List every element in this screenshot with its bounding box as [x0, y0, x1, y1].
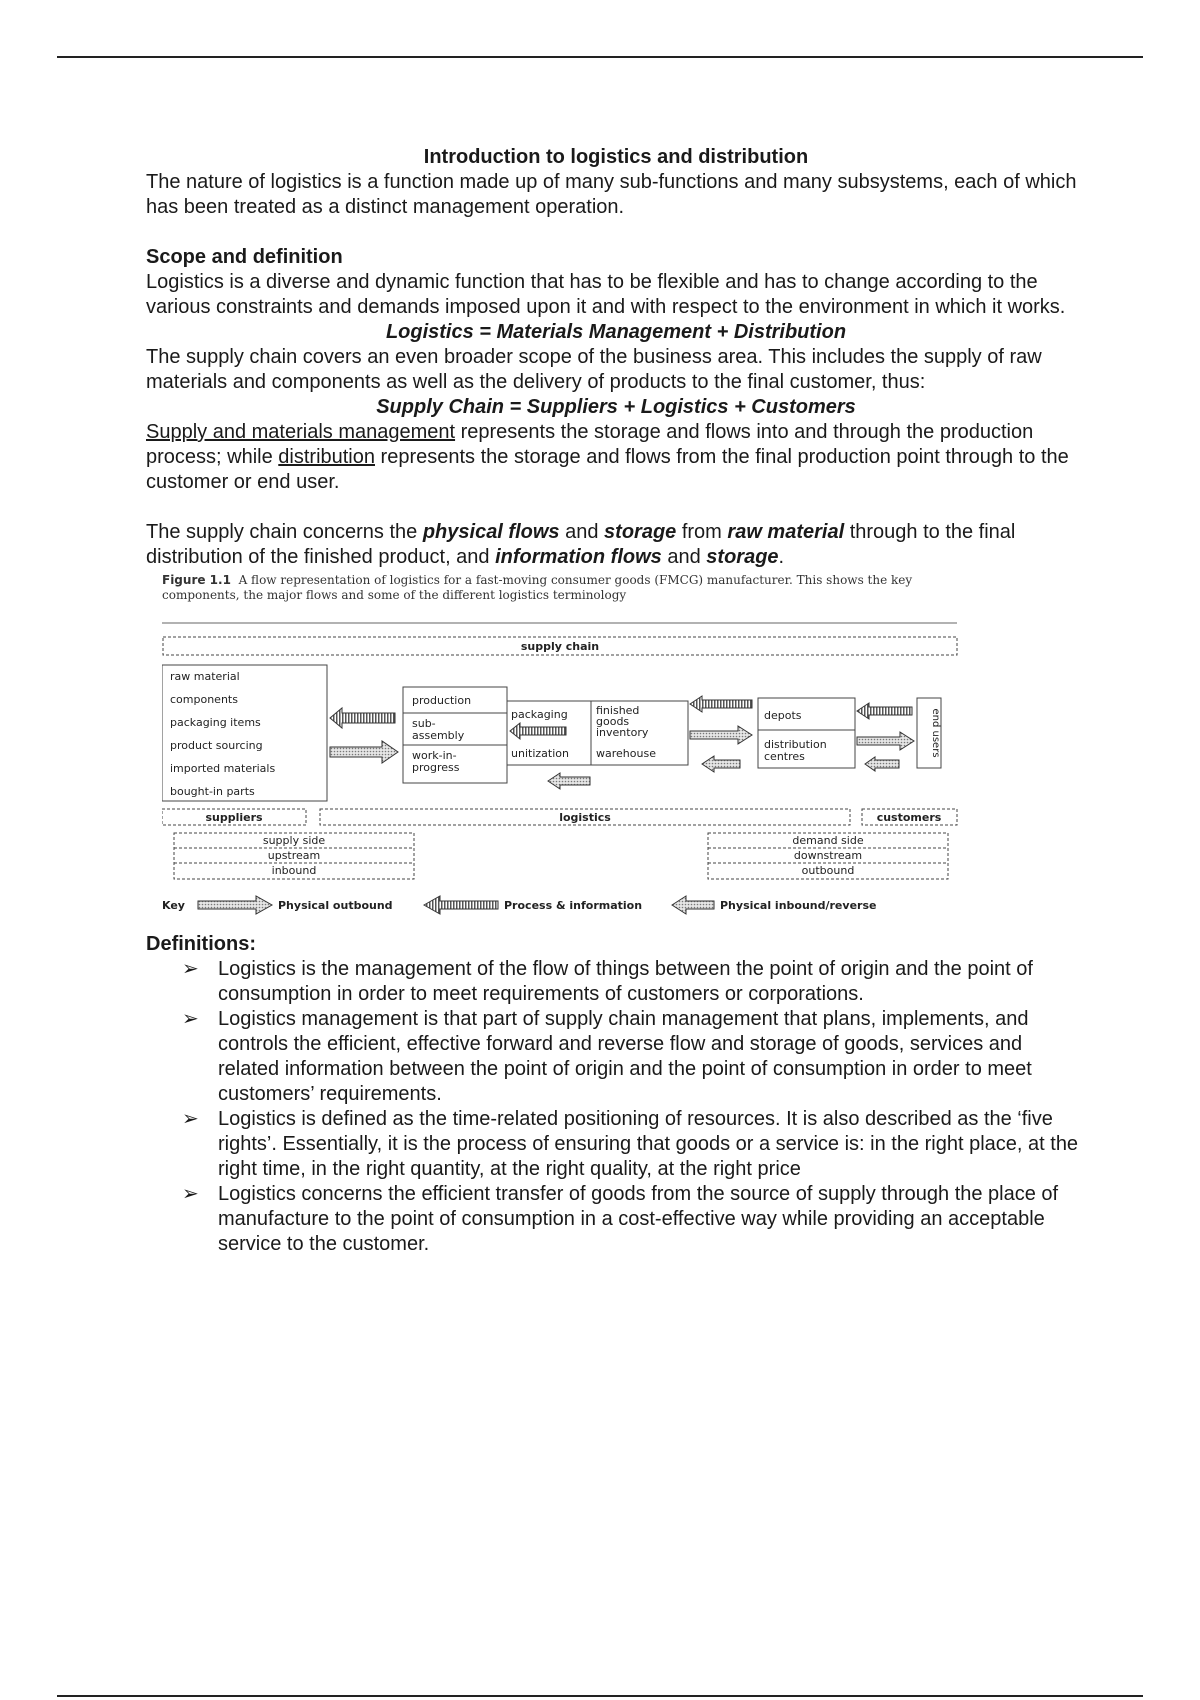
- arrow-bullet-icon: ➢: [182, 958, 199, 980]
- definition-text: Logistics concerns the efficient transfer of goods from the source of supply through the place of manufacture to the point of consumption in a cost-effective way while providing an acceptable service to the customer.: [218, 1183, 1059, 1255]
- definition-text: Logistics is defined as the time-related positioning of resources. It is also described as the ‘five rights’. Essentially, it is the process of ensuring that goods or a service is: in the right place, at the right time, in the right quantity, at the right quality, at the right price: [218, 1108, 1079, 1180]
- figure-caption-text: A flow representation of logistics for a fast-moving consumer goods (FMCG) manufacturer. This shows the key components, the major flows and some of the different logistics terminology: [162, 573, 913, 602]
- outbound-label: outbound: [801, 864, 855, 877]
- supply-chain-equation: Supply Chain = Suppliers + Logistics + Customers: [376, 396, 856, 418]
- process-info-arrow-4: [857, 703, 912, 719]
- physical-inbound-arrow-2: [702, 756, 740, 772]
- supply-side-label: supply side: [262, 834, 326, 847]
- logistics-equation: Logistics = Materials Management + Distribution: [385, 321, 847, 343]
- footer-rule: [57, 1695, 1143, 1697]
- scope-paragraph-2: The supply chain covers an even broader scope of the business area. This includes the supply of raw materials and components as well as the delivery of products to the final customer, thus:: [146, 346, 1042, 393]
- scope-paragraph-1: Logistics is a diverse and dynamic function that has to be flexible and has to change according to the various constraints and demands imposed upon it and with respect to the environment in which it works.: [146, 271, 1066, 318]
- definition-item: [182, 957, 1086, 1007]
- term-supply-materials-management: Supply and materials management: [146, 421, 456, 443]
- key-physical-inbound-icon: [672, 896, 714, 914]
- finished-label-2: goods: [596, 715, 630, 728]
- suppliers-label: suppliers: [205, 811, 263, 824]
- page-title: Introduction to logistics and distribution: [423, 146, 809, 168]
- arrow-bullet-icon: ➢: [182, 1108, 199, 1130]
- definition-text: Logistics is the management of the flow of things between the point of origin and the point of consumption in order to meet requirements of customers or corporations.: [218, 958, 1033, 1005]
- wip-label-2: progress: [412, 761, 460, 774]
- packaging-label: packaging: [511, 708, 568, 721]
- end-users-label: end users: [930, 708, 941, 758]
- scope-paragraph-3: Supply and materials management represents the storage and flows into and through the production process; while distribution represents the storage and flows from the final production point through to the customer or end user.: [146, 421, 1069, 493]
- unitization-label: unitization: [511, 747, 569, 760]
- distribution-label-1: distribution: [764, 738, 827, 751]
- scope-paragraph-4: The supply chain concerns the physical flows and storage from raw material through to the final distribution of the finished product, and information flows and storage.: [146, 521, 1016, 568]
- supplier-item: product sourcing: [170, 739, 263, 752]
- logistics-flow-figure: [162, 573, 962, 928]
- supplier-item: packaging items: [170, 716, 261, 729]
- key-process-information-icon: [424, 896, 498, 914]
- wip-label-1: work-in-: [412, 749, 457, 762]
- key-physical-inbound-label: Physical inbound/reverse: [720, 899, 877, 912]
- definition-text: Logistics management is that part of supply chain management that plans, implements, and controls the efficient, effective forward and reverse flow and storage of goods, services and related information between the point of origin and the point of consumption in order to meet customers’ requirements.: [218, 1008, 1032, 1105]
- key-label: Key: [162, 899, 185, 912]
- sub-assembly-label-1: sub-: [412, 717, 436, 730]
- physical-outbound-arrow-1: [330, 741, 398, 763]
- inbound-label: inbound: [271, 864, 317, 877]
- customers-label: customers: [876, 811, 942, 824]
- finished-label-3: inventory: [596, 726, 649, 739]
- physical-inbound-arrow-3: [865, 757, 899, 771]
- logistics-label: logistics: [559, 811, 611, 824]
- intro-paragraph: The nature of logistics is a function made up of many sub-functions and many subsystems, each of which has been treated as a distinct management operation.: [146, 171, 1077, 218]
- key-process-information-label: Process & information: [504, 899, 643, 912]
- process-info-arrow-1: [330, 708, 395, 728]
- production-label: production: [412, 694, 472, 707]
- definition-item: [182, 1107, 1086, 1182]
- key-physical-outbound-label: Physical outbound: [278, 899, 393, 912]
- distribution-label-2: centres: [764, 750, 805, 763]
- definitions-heading: Definitions:: [146, 933, 256, 955]
- definition-item: [182, 1182, 1086, 1257]
- demand-side-label: demand side: [792, 834, 864, 847]
- definitions-list: [146, 957, 1086, 1257]
- key-physical-outbound-icon: [198, 896, 272, 914]
- definition-item: [182, 1007, 1086, 1107]
- scope-heading: Scope and definition: [146, 246, 343, 268]
- upstream-label: upstream: [267, 849, 321, 862]
- document-body: [146, 145, 1086, 1257]
- arrow-bullet-icon: ➢: [182, 1008, 199, 1030]
- depots-label: depots: [764, 709, 802, 722]
- supplier-item: imported materials: [170, 762, 276, 775]
- logistics-flow-diagram: [162, 573, 962, 928]
- downstream-label: downstream: [793, 849, 863, 862]
- finished-label-1: finished: [596, 704, 640, 717]
- supplier-item: raw material: [170, 670, 240, 683]
- supplier-item: bought-in parts: [170, 785, 255, 798]
- physical-outbound-arrow-3: [857, 732, 914, 750]
- physical-inbound-arrow-1: [548, 773, 590, 789]
- supplier-item: components: [170, 693, 238, 706]
- physical-outbound-arrow-2: [690, 726, 752, 744]
- warehouse-label: warehouse: [596, 747, 656, 760]
- process-info-arrow-3: [690, 696, 752, 712]
- arrow-bullet-icon: ➢: [182, 1183, 199, 1205]
- supply-chain-label: supply chain: [520, 640, 600, 653]
- header-rule: [57, 56, 1143, 58]
- term-distribution: distribution: [278, 446, 375, 468]
- suppliers-items-box: [162, 665, 327, 801]
- figure-label: Figure 1.1: [162, 573, 231, 587]
- sub-assembly-label-2: assembly: [412, 729, 465, 742]
